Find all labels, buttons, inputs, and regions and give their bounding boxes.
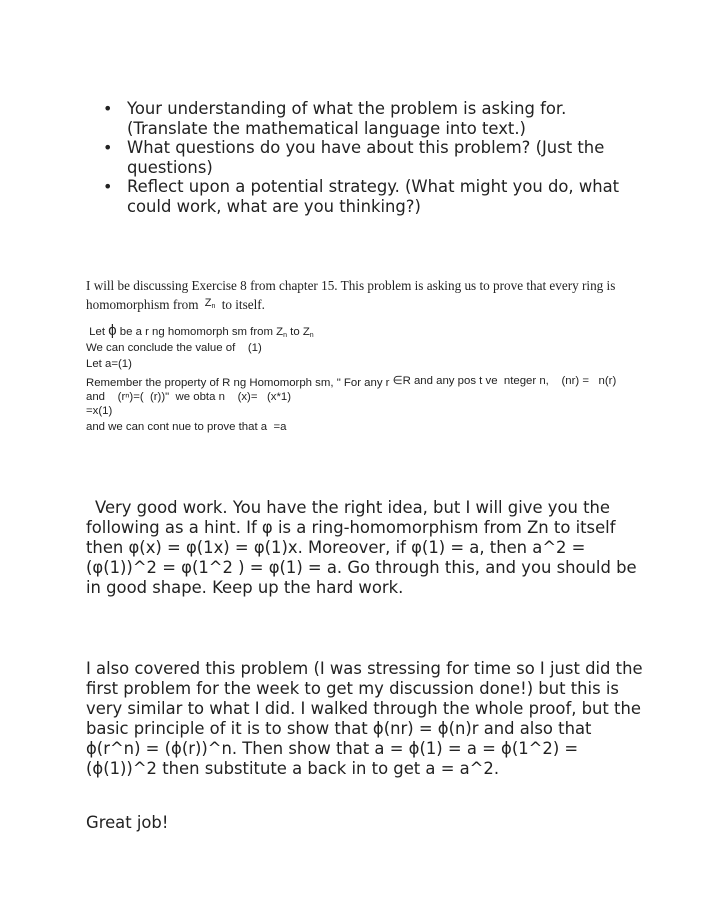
proof-line-4-b: ∈R and any pos t ve nteger n, (nr) = n(r) [392,375,617,387]
zn-letter: Z [204,296,212,309]
intro-text-after: to itself. [221,296,265,312]
intro-text-before: I will be discussing Exercise 8 from chapter 15. This problem is asking us to prove that every ring is homomorphism from [86,278,616,312]
proof-line-4 [86,374,616,390]
peer-reply: I also covered this problem (I was stressing for time so I just did the first problem for the week to get my discussion done!) but this is very similar to what I did. I walked through the whole proof, but the basic principle of it is to show that ϕ(nr) = ϕ(n)r and also that ϕ(r^n) = (ϕ(r))^n. Then show that a = ϕ(1) = a = ϕ(1^2) = (ϕ(1))^2 then substitute a back in to get a = a^2. [86,659,643,778]
proof-line-4-a: Remember the property of R ng Homomorph sm, " For any r [86,377,393,389]
prompt-bullet-list [100,99,620,217]
bullet-item [100,138,620,177]
proof-line-1-c: to Z [287,326,310,338]
bullet-item [100,99,620,138]
bullet-dot: • [103,138,113,158]
proof-line-7: and we can cont nue to prove that a =a [86,421,287,433]
subscript-n: n [309,332,314,339]
bullet-item [100,177,620,216]
zn-subscript: n [211,302,216,310]
intro-paragraph [86,277,646,315]
bullet-text: Reflect upon a potential strategy. (What might you do, what could work, what are you thinking?) [127,177,620,216]
proof-line-1-a: Let [89,326,106,338]
bullet-dot: • [103,99,113,118]
proof-line-1-b: be a r ng homomorph sm from Z [119,326,284,338]
proof-line-5: and (rⁿ)=( (r))" we obta n (x)= (x*1) [86,391,292,403]
bullet-text: Your understanding of what the problem is asking for. (Translate the mathematical language into text.) [127,99,567,138]
closing-remark: Great job! [86,813,169,832]
subscript-n: n [283,332,287,339]
proof-line-6: =x(1) [86,405,113,417]
phi-symbol: ϕ [108,322,117,339]
proof-line-3: Let a=(1) [86,358,132,370]
zn-symbol [205,297,216,309]
proof-line-2: We can conclude the value of (1) [86,342,262,354]
bullet-text: What questions do you have about this problem? (Just the questions) [127,138,605,177]
bullet-dot: • [103,177,113,197]
instructor-reply: Very good work. You have the right idea, but I will give you the following as a hint. If φ is a ring-homomorphism from Zn to itself then φ(x) = φ(1x) = φ(1)x. Moreover, if φ(1) = a, then a^2 = (φ(1))^2 = φ(1^2 ) = φ(1) = a. Go through this, and you should be in good shape. Keep up the hard work. [86,498,637,597]
